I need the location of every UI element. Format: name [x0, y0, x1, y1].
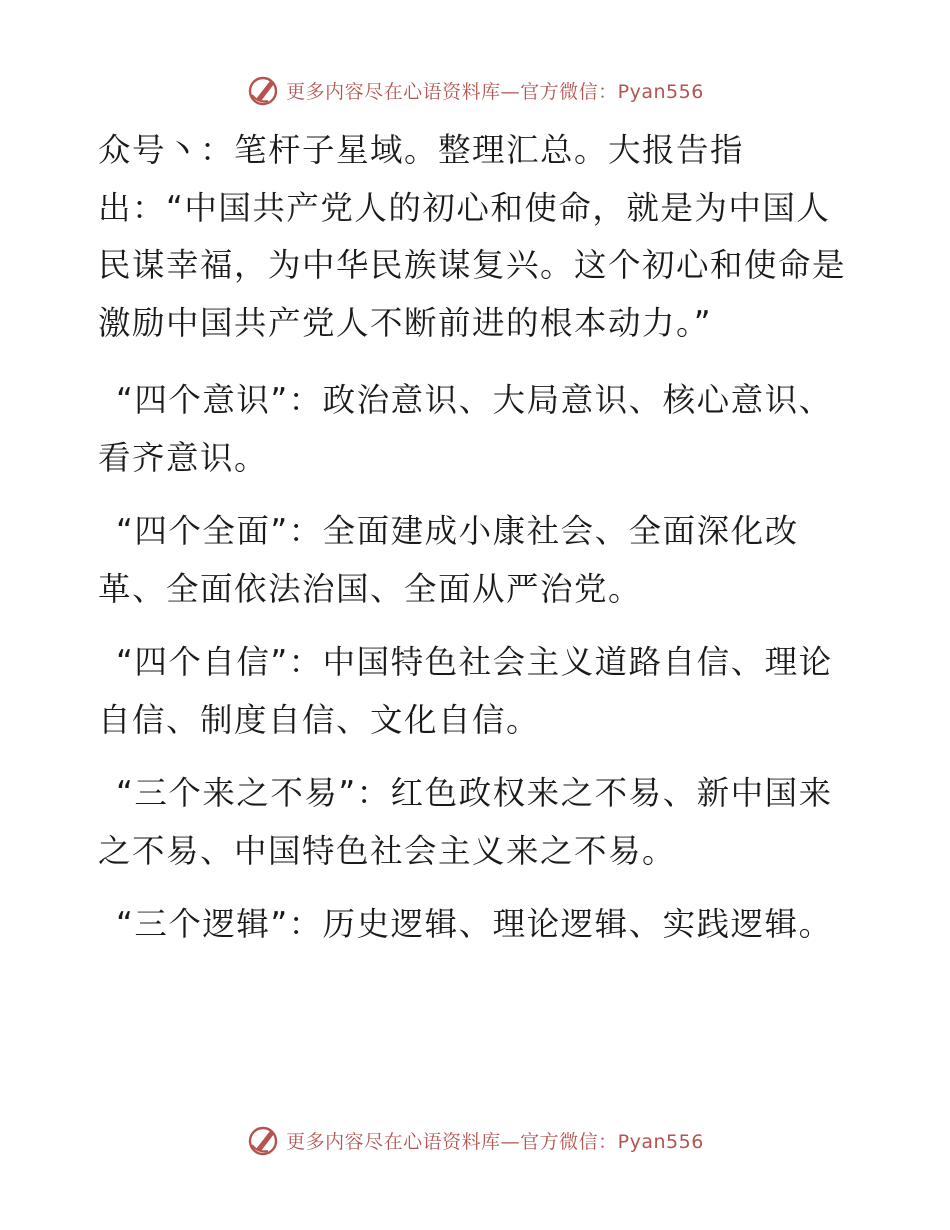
pen-nib-circle-icon [246, 73, 280, 107]
watermark-text: 更多内容尽在心语资料库—官方微信：Pyan556 [286, 80, 704, 103]
document-body [98, 122, 858, 970]
paragraph-three-logics: “三个逻辑”：历史逻辑、理论逻辑、实践逻辑。 [116, 905, 833, 943]
footer-watermark [0, 1120, 950, 1160]
paragraph-intro: 众号丶：笔杆子星域。整理汇总。大报告指出：“中国共产党人的初心和使命，就是为中国人民谋幸福，为中华民族谋复兴。这个初心和使命是激励中国共产党人不断前进的根本动力。” [98, 131, 847, 342]
paragraph-three-hard-won: “三个来之不易”：红色政权来之不易、新中国来之不易、中国特色社会主义来之不易。 [98, 774, 833, 870]
header-watermark [0, 70, 950, 110]
paragraph-four-comprehensives: “四个全面”：全面建成小康社会、全面深化改革、全面依法治国、全面从严治党。 [98, 512, 799, 608]
paragraph-four-confidences: “四个自信”：中国特色社会主义道路自信、理论自信、制度自信、文化自信。 [98, 643, 833, 739]
paragraph-four-consciousness: “四个意识”：政治意识、大局意识、核心意识、看齐意识。 [98, 381, 833, 477]
watermark-text: 更多内容尽在心语资料库—官方微信：Pyan556 [286, 1130, 704, 1153]
pen-nib-circle-icon [246, 1123, 280, 1157]
